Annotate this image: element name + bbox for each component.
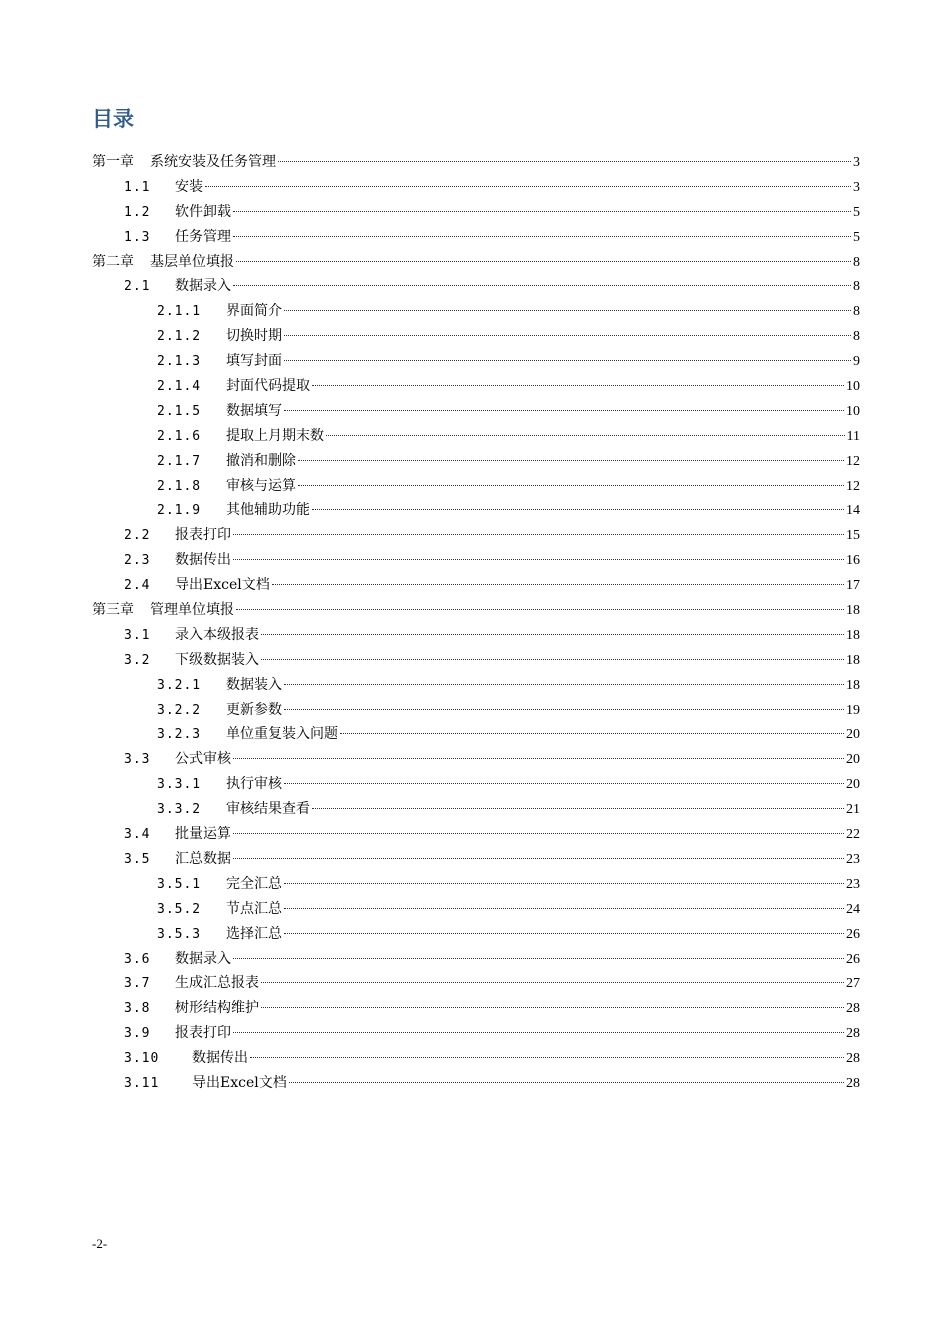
toc-entry-title: 下级数据装入 — [175, 651, 259, 668]
toc-entry-number: 3.7 — [124, 976, 151, 992]
toc-entry-title: 填写封面 — [226, 353, 282, 370]
toc-entry-number: 2.4 — [124, 578, 151, 594]
toc-entry[interactable] — [92, 498, 860, 523]
toc-entry-page: 3 — [853, 155, 860, 170]
toc-entry-page: 18 — [846, 652, 860, 668]
toc-entry[interactable] — [92, 922, 860, 947]
toc-dot-leader — [233, 533, 844, 535]
toc-entry[interactable] — [92, 324, 860, 349]
toc-entry-page: 8 — [853, 329, 860, 345]
toc-dot-leader — [298, 484, 844, 486]
toc-entry[interactable] — [92, 200, 860, 225]
toc-entry-title: 审核与运算 — [226, 477, 296, 494]
toc-entry-page: 12 — [846, 478, 860, 494]
toc-dot-leader — [233, 957, 844, 959]
toc-entry[interactable] — [92, 996, 860, 1021]
toc-entry-title: 基层单位填报 — [150, 253, 234, 270]
toc-entry-page: 23 — [846, 851, 860, 867]
toc-entry[interactable] — [92, 623, 860, 648]
toc-entry[interactable] — [92, 449, 860, 474]
toc-entry-title: 选择汇总 — [226, 925, 282, 942]
toc-entry[interactable] — [92, 598, 860, 623]
toc-entry[interactable] — [92, 872, 860, 897]
toc-entry-title: 更新参数 — [226, 701, 282, 718]
toc-title: 目录 — [92, 107, 134, 131]
toc-entry-title: 封面代码提取 — [226, 378, 310, 395]
toc-entry[interactable] — [92, 698, 860, 723]
toc-entry-number: 2.1.7 — [157, 453, 202, 469]
toc-entry-page: 10 — [846, 403, 860, 419]
toc-dot-leader — [233, 857, 844, 859]
toc-entry-title: 其他辅助功能 — [226, 502, 310, 519]
toc-entry-title: 切换时期 — [226, 328, 282, 345]
toc-entry-number: 3.3 — [124, 752, 151, 768]
toc-entry[interactable] — [92, 424, 860, 449]
toc-dot-leader — [205, 185, 851, 187]
toc-entry-page: 8 — [853, 254, 860, 270]
toc-entry-title: 界面简介 — [226, 303, 282, 320]
toc-entry-number: 2.1.2 — [157, 329, 202, 345]
toc-entry[interactable] — [92, 399, 860, 424]
toc-entry-number: 2.1.3 — [157, 354, 202, 370]
toc-entry-title: 任务管理 — [175, 228, 231, 245]
toc-entry-title: 审核结果查看 — [226, 801, 310, 818]
toc-entry[interactable] — [92, 772, 860, 797]
toc-entry-page: 18 — [846, 677, 860, 693]
toc-entry-page: 23 — [846, 876, 860, 892]
toc-entry-title: 完全汇总 — [226, 875, 282, 892]
toc-dot-leader — [284, 334, 851, 336]
toc-dot-leader — [340, 732, 844, 734]
toc-entry-title: 树形结构维护 — [175, 1000, 259, 1017]
toc-dot-leader — [272, 583, 844, 585]
toc-entry[interactable] — [92, 150, 860, 175]
toc-entry-number: 3.5.3 — [157, 926, 202, 942]
toc-dot-leader — [284, 309, 851, 311]
page-number: -2- — [92, 1236, 108, 1251]
toc-entry-number: 第三章 — [92, 602, 134, 619]
toc-dot-leader — [233, 235, 851, 237]
toc-dot-leader — [261, 658, 844, 660]
toc-entry[interactable] — [92, 175, 860, 200]
toc-entry[interactable] — [92, 374, 860, 399]
toc-entry-title: 数据录入 — [175, 950, 231, 967]
toc-entry-number: 3.2.3 — [157, 727, 202, 743]
toc-entry[interactable] — [92, 822, 860, 847]
toc-dot-leader — [284, 782, 844, 784]
toc-entry-title: 提取上月期末数 — [226, 427, 324, 444]
toc-entry[interactable] — [92, 523, 860, 548]
toc-entry-number: 3.3.1 — [157, 777, 202, 793]
toc-entry-page: 18 — [846, 603, 860, 619]
toc-entry[interactable] — [92, 1071, 860, 1096]
toc-entry[interactable] — [92, 573, 860, 598]
toc-entry[interactable] — [92, 225, 860, 250]
toc-entry[interactable] — [92, 648, 860, 673]
toc-entry-page: 17 — [846, 578, 860, 594]
toc-entry-number: 3.11 — [124, 1075, 160, 1091]
toc-dot-leader — [284, 932, 844, 934]
toc-entry-title: 数据填写 — [226, 402, 282, 419]
toc-entry-number: 3.2.1 — [157, 677, 202, 693]
toc-entry-page: 15 — [846, 528, 860, 544]
toc-entry[interactable] — [92, 548, 860, 573]
toc-entry-title: 系统安装及任务管理 — [150, 154, 276, 170]
toc-entry-page: 26 — [846, 951, 860, 967]
toc-entry-page: 11 — [846, 428, 860, 444]
toc-dot-leader — [284, 907, 844, 909]
toc-entry-title: 导出Excel文档 — [175, 577, 270, 594]
toc-entry-title: 导出Excel文档 — [192, 1074, 287, 1091]
toc-dot-leader — [289, 1081, 844, 1083]
toc-entry-title: 节点汇总 — [226, 900, 282, 917]
toc-entry-number: 2.1.9 — [157, 503, 202, 519]
toc-entry-title: 数据录入 — [175, 278, 231, 295]
toc-dot-leader — [261, 1006, 844, 1008]
toc-entry-number: 第二章 — [92, 253, 134, 270]
toc-entry-number: 第一章 — [92, 154, 134, 170]
toc-dot-leader — [284, 359, 851, 361]
toc-entry-page: 24 — [846, 901, 860, 917]
toc-dot-leader — [233, 1031, 844, 1033]
toc-entry[interactable] — [92, 274, 860, 299]
toc-dot-leader — [250, 1056, 844, 1058]
toc-entry-number: 1.2 — [124, 204, 151, 220]
toc-entry-number: 1.1 — [124, 179, 151, 195]
toc-dot-leader — [284, 409, 844, 411]
toc-entry-title: 安装 — [175, 178, 203, 195]
toc-entry-title: 执行审核 — [226, 776, 282, 793]
toc-entry-title: 报表打印 — [175, 1025, 231, 1042]
toc-dot-leader — [298, 459, 844, 461]
toc-entry-page: 8 — [853, 304, 860, 320]
toc-entry-number: 3.5.2 — [157, 901, 202, 917]
toc-entry-number: 2.1.6 — [157, 428, 202, 444]
toc-entry-title: 软件卸载 — [175, 203, 231, 220]
toc-entry-page: 28 — [846, 1001, 860, 1017]
toc-entry[interactable] — [92, 1021, 860, 1046]
toc-entry-title: 录入本级报表 — [175, 626, 259, 643]
toc-entry-title: 批量运算 — [175, 826, 231, 843]
toc-entry-page: 28 — [846, 1026, 860, 1042]
toc-entry-title: 汇总数据 — [175, 850, 231, 867]
toc-entry-number: 3.4 — [124, 827, 151, 843]
toc-dot-leader — [233, 757, 844, 759]
toc-entry-number: 3.5.1 — [157, 876, 202, 892]
toc-entry[interactable] — [92, 747, 860, 772]
toc-entry[interactable] — [92, 847, 860, 872]
toc-dot-leader — [326, 434, 845, 436]
toc-entry-number: 3.1 — [124, 627, 151, 643]
toc-entry-number: 3.9 — [124, 1026, 151, 1042]
toc-entry-title: 数据装入 — [226, 676, 282, 693]
toc-dot-leader — [233, 832, 844, 834]
toc-entry-number: 3.5 — [124, 851, 151, 867]
toc-entry-page: 9 — [853, 354, 860, 370]
toc-dot-leader — [312, 807, 844, 809]
toc-entry-number: 3.10 — [124, 1051, 160, 1067]
toc-entry-number: 1.3 — [124, 229, 151, 245]
toc-entry-title: 生成汇总报表 — [175, 975, 259, 992]
toc-entry-number: 2.1.4 — [157, 379, 202, 395]
toc-dot-leader — [261, 981, 844, 983]
toc-entry-page: 28 — [846, 1075, 860, 1091]
toc-entry-page: 5 — [853, 204, 860, 220]
toc-entry[interactable] — [92, 349, 860, 374]
toc-entry-number: 2.1.5 — [157, 403, 202, 419]
toc-list — [92, 150, 860, 1096]
toc-entry-page: 20 — [846, 752, 860, 768]
toc-entry-page: 16 — [846, 553, 860, 569]
toc-entry-number: 3.8 — [124, 1001, 151, 1017]
toc-entry[interactable] — [92, 971, 860, 996]
toc-entry-page: 12 — [846, 453, 860, 469]
toc-entry-number: 2.3 — [124, 553, 151, 569]
toc-dot-leader — [284, 708, 844, 710]
toc-entry[interactable] — [92, 673, 860, 698]
toc-entry-title: 报表打印 — [175, 527, 231, 544]
toc-entry-page: 14 — [846, 503, 860, 519]
toc-dot-leader — [236, 608, 844, 610]
toc-entry-number: 2.1 — [124, 279, 151, 295]
toc-dot-leader — [312, 384, 844, 386]
toc-entry[interactable] — [92, 474, 860, 499]
toc-entry-page: 28 — [846, 1051, 860, 1067]
toc-dot-leader — [233, 210, 851, 212]
toc-entry-page: 19 — [846, 702, 860, 718]
toc-entry-title: 公式审核 — [175, 751, 231, 768]
toc-entry[interactable] — [92, 897, 860, 922]
toc-entry-page: 5 — [853, 229, 860, 245]
toc-dot-leader — [261, 633, 844, 635]
toc-dot-leader — [312, 508, 844, 510]
toc-entry[interactable] — [92, 299, 860, 324]
toc-entry-page: 3 — [853, 179, 860, 195]
toc-entry-number: 3.2 — [124, 652, 151, 668]
toc-entry[interactable] — [92, 250, 860, 275]
toc-dot-leader — [233, 558, 844, 560]
toc-entry[interactable] — [92, 797, 860, 822]
toc-entry-number: 3.6 — [124, 951, 151, 967]
toc-entry-number: 3.3.2 — [157, 802, 202, 818]
toc-entry-title: 数据传出 — [192, 1050, 248, 1067]
toc-entry-title: 撤消和删除 — [226, 452, 296, 469]
toc-dot-leader — [284, 882, 844, 884]
toc-entry-title: 单位重复装入问题 — [226, 726, 338, 743]
toc-dot-leader — [233, 284, 851, 286]
toc-entry-title: 数据传出 — [175, 552, 231, 569]
toc-entry-page: 20 — [846, 777, 860, 793]
toc-entry-page: 18 — [846, 627, 860, 643]
toc-entry-number: 2.1.8 — [157, 478, 202, 494]
toc-dot-leader — [278, 160, 851, 162]
toc-entry-page: 20 — [846, 727, 860, 743]
toc-entry-number: 2.1.1 — [157, 304, 202, 320]
toc-dot-leader — [284, 683, 844, 685]
toc-entry[interactable] — [92, 722, 860, 747]
toc-entry-page: 27 — [846, 976, 860, 992]
toc-entry-number: 3.2.2 — [157, 702, 202, 718]
toc-dot-leader — [236, 260, 851, 262]
toc-entry-title: 管理单位填报 — [150, 602, 234, 619]
toc-entry-page: 10 — [846, 379, 860, 395]
toc-entry[interactable] — [92, 947, 860, 972]
toc-entry[interactable] — [92, 1046, 860, 1071]
toc-entry-number: 2.2 — [124, 528, 151, 544]
toc-entry-page: 21 — [846, 802, 860, 818]
toc-entry-page: 26 — [846, 926, 860, 942]
toc-entry-page: 22 — [846, 827, 860, 843]
toc-entry-page: 8 — [853, 279, 860, 295]
